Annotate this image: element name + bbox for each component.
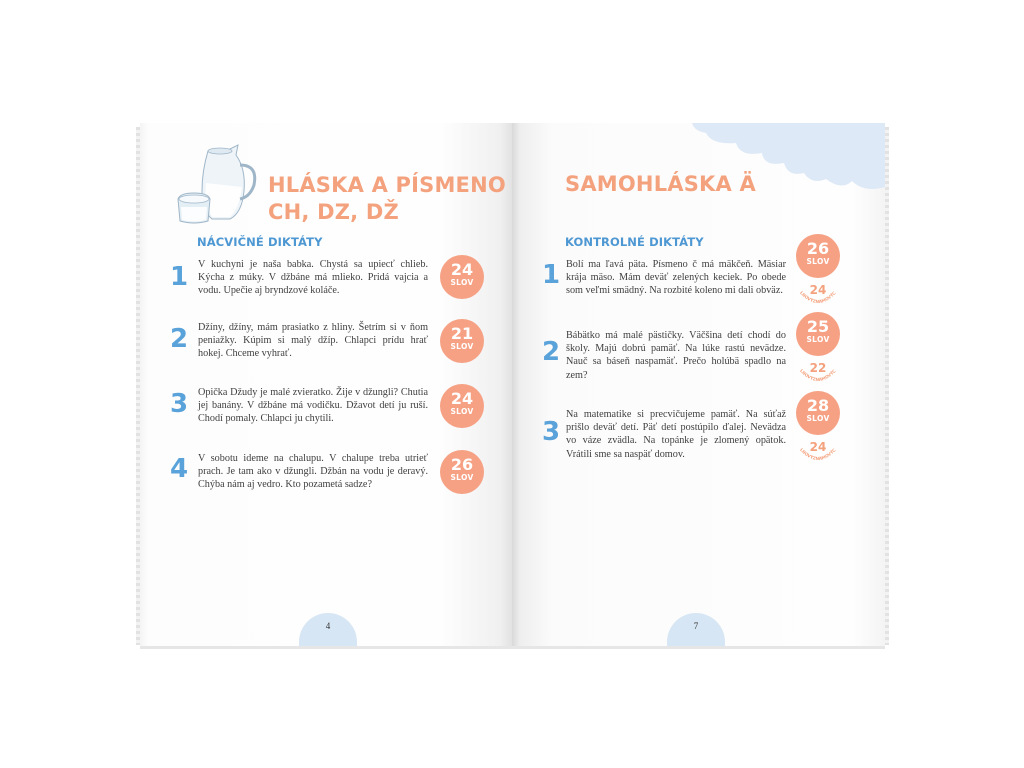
- word-count: 21: [450, 324, 474, 343]
- word-count-badge: [440, 319, 484, 363]
- title-line-2: CH, DZ, DŽ: [268, 200, 399, 224]
- word-count-badge: [440, 384, 484, 428]
- svg-text:PLNOVÝZNAMOVÝCH: [796, 280, 837, 304]
- content-word-badge: [796, 358, 840, 388]
- word-count: 24: [450, 260, 474, 279]
- word-count: 26: [450, 455, 474, 474]
- dictation-number: 1: [542, 260, 561, 290]
- arc-label-text: LNOVÝZNAMOVÝC: [799, 290, 837, 305]
- page-title: SAMOHLÁSKA Ä: [565, 172, 756, 196]
- arc-label: [796, 358, 840, 388]
- title-line-1: HLÁSKA A PÍSMENO: [268, 173, 506, 197]
- left-page: [140, 123, 512, 646]
- word-count: 26: [806, 239, 830, 258]
- word-unit: SLOV: [450, 407, 474, 416]
- content-word-badge: [796, 280, 840, 310]
- word-unit: SLOV: [806, 335, 830, 344]
- content-word-count: 24: [809, 283, 827, 297]
- word-unit: SLOV: [806, 414, 830, 423]
- word-count: 24: [450, 389, 474, 408]
- word-unit: SLOV: [450, 473, 474, 482]
- dictation-number: 2: [170, 324, 189, 354]
- word-count-badge: [796, 391, 840, 435]
- arc-label: [796, 437, 840, 467]
- content-word-count: 22: [809, 361, 827, 375]
- dictation-text: Opička Džudy je malé zvieratko. Žije v džungli? Chutia jej banány. V džbáne má vodičku. Džavot detí ju ruší. Chodí pomaly. Chlapci ju chytili.: [198, 387, 428, 425]
- section-heading: KONTROLNÉ DIKTÁTY: [565, 235, 704, 249]
- word-count-badge: [796, 312, 840, 356]
- dictation-text: Bábätko má malé pästičky. Väčšina detí chodí do školy. Majú dobrú pamäť. Na lúke rastú nevädze. Nauč sa báseň naspamäť. Prečo holúbä spadlo na zem?: [566, 330, 786, 381]
- word-count: 25: [806, 317, 830, 336]
- dictation-text: Džíny, džíny, mám prasiatko z hliny. Šetrím si v ňom peniažky. Kúpim si malý džíp. Chlapci prídu hrať hokej. Chceme vyhrať.: [198, 322, 428, 360]
- content-word-count: 24: [809, 440, 827, 454]
- dictation-text: V sobotu ideme na chalupu. V chalupe treba utrieť prach. Je tam ako v džungli. Džbán na vodu je deravý. Chýba nám aj vedro. Kto pozametá sadze?: [198, 453, 428, 491]
- dictation-number: 4: [170, 454, 189, 484]
- right-page: [512, 123, 885, 646]
- page-number: 7: [693, 621, 699, 631]
- word-unit: SLOV: [450, 278, 474, 287]
- dictation-text: Bolí ma ľavá päta. Písmeno č má mäkčeň. Mäsiar krája mäso. Mám deväť zelených keciek. Po obede som veľmi smädný. Na rozbité koleno mi dali obväz.: [566, 259, 786, 297]
- word-unit: SLOV: [450, 342, 474, 351]
- dictation-number: 1: [170, 262, 189, 292]
- arc-label: [796, 280, 840, 310]
- word-unit: SLOV: [806, 257, 830, 266]
- dictation-text: Na matematike si precvičujeme pamäť. Na súťaž prišlo deväť detí. Päť detí postúpilo ďalej. Nevädza vo váze zvädla. Na topánke je zlomený opätok. Vrátili sme sa naspäť domov.: [566, 409, 786, 460]
- dictation-number: 2: [542, 337, 561, 367]
- milk-jug-illustration: [172, 141, 262, 225]
- word-count-badge: [796, 234, 840, 278]
- dictation-number: 3: [170, 389, 189, 419]
- word-count: 28: [806, 396, 830, 415]
- dictation-text: V kuchyni je naša babka. Chystá sa upiecť chlieb. Kýcha z múky. V džbáne má mlieko. Pridá vajcia a vodu. Upečie aj bryndzové koláče.: [198, 259, 428, 297]
- svg-text:PLNOVÝZNAMOVÝCH: [796, 358, 837, 382]
- dictation-number: 3: [542, 417, 561, 447]
- content-word-badge: [796, 437, 840, 467]
- word-count-badge: [440, 255, 484, 299]
- word-count-badge: [440, 450, 484, 494]
- page-edge-right: [885, 127, 889, 645]
- svg-text:PLNOVÝZNAMOVÝCH: [796, 437, 837, 461]
- arc-label-text: LNOVÝZNAMOVÝC: [799, 368, 837, 383]
- open-book: [140, 123, 885, 646]
- section-heading: NÁCVIČNÉ DIKTÁTY: [197, 235, 323, 249]
- page-title: [268, 172, 506, 226]
- page-number: 4: [325, 621, 331, 631]
- arc-label-text: LNOVÝZNAMOVÝC: [799, 447, 837, 462]
- book-shadow: [140, 646, 885, 649]
